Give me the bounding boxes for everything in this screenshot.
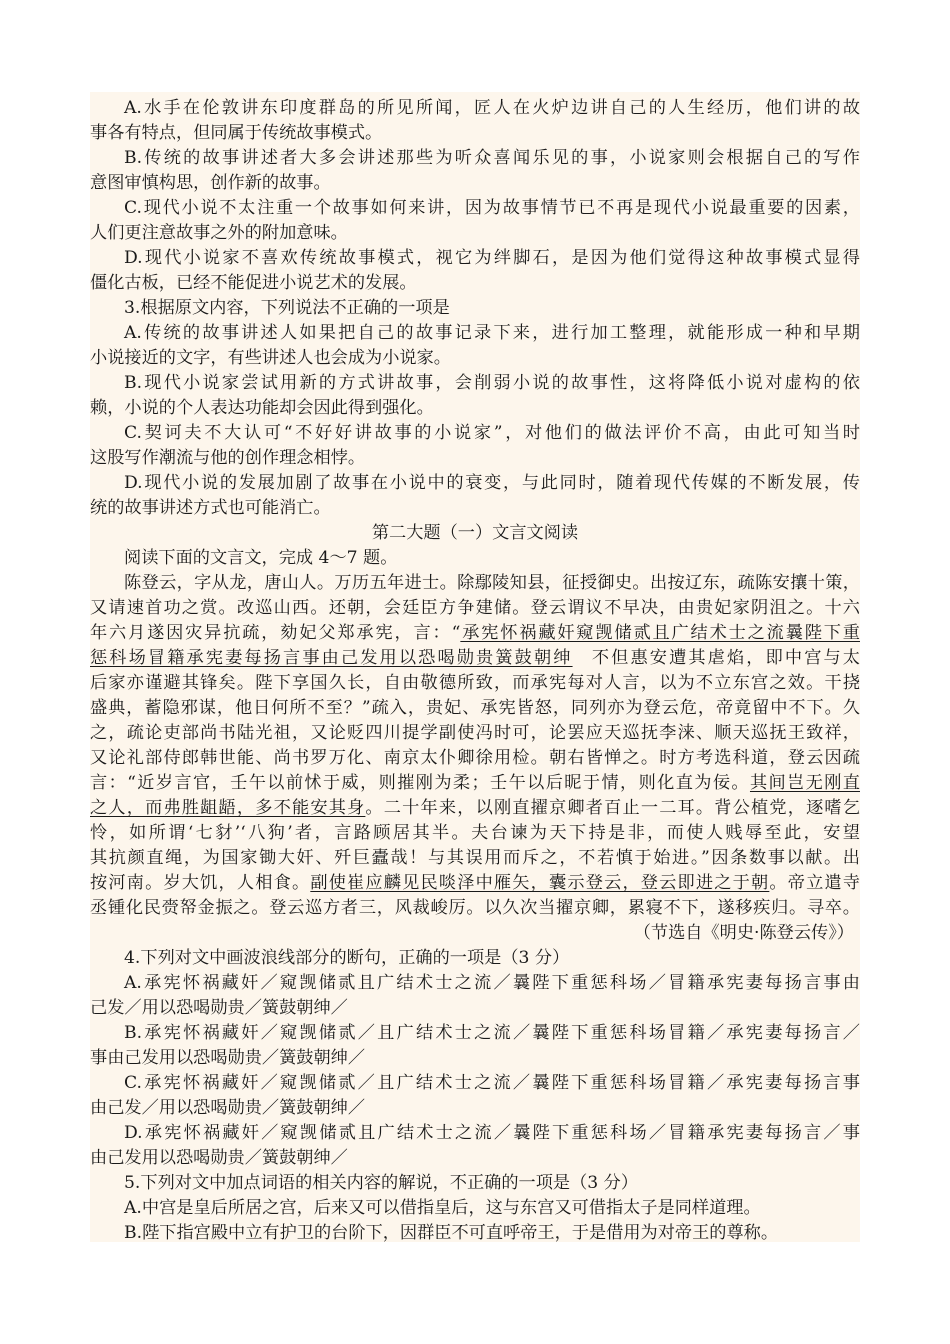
text-segment: 己发／用以恐喝勋贵／簧鼓朝绅／ [90,998,348,1018]
document-page [90,92,860,1242]
text-line [90,271,860,296]
text-line [90,1096,860,1121]
text-segment: A.中宫是皇后所居之宫，后来又可以借指皇后，这与东宫又可借指太子是同样道理。 [124,1198,761,1218]
text-line [90,771,860,796]
text-segment: 事由己发用以恐喝勋贵／簧鼓朝绅／ [90,1048,366,1068]
text-segment: （节选自《明史·陈登云传》） [633,923,854,943]
text-line [90,446,860,471]
text-line [90,1046,860,1071]
text-segment: 陈登云，字从龙，唐山人。万历五年进士。除鄢陵知县，征授御史。出按辽东，疏陈安攘十策， [124,573,860,593]
text-line [90,571,860,596]
text-segment: D.承宪怀祸藏奸／窥觊储贰且广结术士之流／曩陛下重惩科场／冒籍承宪妻每扬言／事 [124,1123,860,1143]
underlined-text: 副使崔应麟见民啖泽中雁矢，囊示登云，登云即进之于朝 [310,873,770,893]
text-line [90,696,860,721]
text-segment: 按河南。岁大饥，人相食。 [90,873,311,893]
text-line [90,296,860,321]
text-segment: 僵化古板，已经不能促进小说艺术的发展。 [90,273,417,293]
text-segment: B.现代小说家尝试用新的方式讲故事，会削弱小说的故事性，这将降低小说对虚构的依 [124,373,860,393]
text-segment: 又论礼部侍郎韩世能、尚书罗万化、南京太仆卿徐用检。朝右皆惮之。时方考选科道，登云因疏 [90,748,860,768]
text-segment: 小说接近的文字，有些讲述人也会成为小说家。 [90,348,451,368]
text-segment: 不但惠安遭其虐焰，即中宫与太 [572,648,860,668]
text-line [90,1221,860,1246]
text-line [90,1146,860,1171]
text-line [90,671,860,696]
text-line [90,721,860,746]
text-segment: D.现代小说的发展加剧了故事在小说中的衰变，与此同时，随着现代传媒的不断发展，传 [124,473,860,493]
text-segment: 由己发／用以恐喝勋贵／簧鼓朝绅／ [90,1098,366,1118]
text-segment: C.现代小说不太注重一个故事如何来讲，因为故事情节已不再是现代小说最重要的因素， [124,198,860,218]
text-line [90,896,860,921]
text-line [90,321,860,346]
text-segment: 之，疏论吏部尚书陆光祖，又论贬四川提学副使冯时可，论罢应天巡抚李涞、顺天巡抚王致祥， [90,723,860,743]
text-line [90,146,860,171]
text-segment: D.现代小说家不喜欢传统故事模式，视它为绊脚石，是因为他们觉得这种故事模式显得 [124,248,860,268]
text-segment: 统的故事讲述方式也可能消亡。 [90,498,331,518]
underlined-text: 惩科场冒籍承宪妻每扬言事由己发用以恐喝勋贵簧鼓朝绅 [90,648,573,668]
text-line [90,996,860,1021]
text-line [90,946,860,971]
text-segment: 人们更注意故事之外的附加意味。 [90,223,348,243]
text-segment: 年六月遂因灾异抗疏，劾妃父郑承宪，言：“ [90,623,461,643]
text-segment: 由己发用以恐喝勋贵／簧鼓朝绅／ [90,1148,348,1168]
text-line [90,596,860,621]
text-segment: 丞锺化民赍帑金振之。登云巡方者三，风裁峻厉。以久次当擢京卿，累寝不下，遂移疾归。寻卒。 [90,898,860,918]
text-line [90,221,860,246]
text-line [90,621,860,646]
text-line [90,846,860,871]
text-segment: B.承宪怀祸藏奸／窥觊储贰／且广结术士之流／曩陛下重惩科场冒籍／承宪妻每扬言／ [124,1023,860,1043]
text-line [90,1196,860,1221]
underlined-text: 其间岂无刚直 [749,773,860,793]
text-line [90,171,860,196]
text-segment: 5.下列对文中加点词语的相关内容的解说，不正确的一项是（3 分） [124,1173,639,1193]
text-line [90,921,860,946]
text-line [90,196,860,221]
text-line [90,521,860,546]
text-line [90,371,860,396]
underlined-text: 承宪怀祸藏奸窥觊储贰且广结术士之流曩陛下重 [460,623,860,643]
text-line [90,346,860,371]
text-line [90,96,860,121]
text-segment: 意图审慎构思，创作新的故事。 [90,173,331,193]
text-segment: 又请速首功之赏。改巡山西。还朝，会廷臣方争建储。登云谓议不早决，由贵妃家阴沮之。十六 [90,598,860,618]
text-segment: A.传统的故事讲述人如果把自己的故事记录下来，进行加工整理，就能形成一种和早期 [124,323,860,343]
text-line [90,121,860,146]
text-segment: C.契诃夫不大认可“不好好讲故事的小说家”，对他们的做法评价不高，由此可知当时 [124,423,860,443]
text-line [90,396,860,421]
text-segment: A.承宪怀祸藏奸／窥觊储贰且广结术士之流／曩陛下重惩科场／冒籍承宪妻每扬言事由 [124,973,860,993]
text-line [90,796,860,821]
text-line [90,746,860,771]
text-line [90,546,860,571]
text-segment: 言：“近岁言官，壬午以前怵于威，则摧刚为柔；壬午以后昵于情，则化直为佞。 [90,773,750,793]
text-line [90,246,860,271]
text-segment: 这股写作潮流与他的创作理念相悖。 [90,448,366,468]
text-line [90,1171,860,1196]
underlined-text: 之人，而弗胜龃龉，多不能安其身 [90,798,366,818]
text-segment: 盛典，蓄隐邪谋，他日何所不至？”疏入，贵妃、承宪皆怒，同列亦为登云危，帝竟留中不下。久 [90,698,860,718]
text-line [90,971,860,996]
text-line [90,496,860,521]
text-line [90,821,860,846]
text-segment: 后家亦谨避其锋矣。陛下享国久长，自由敬德所致，而承宪每对人言，以为不立东宫之效。干挠 [90,673,860,693]
text-line [90,1071,860,1096]
text-segment: 赖，小说的个人表达功能却会因此得到强化。 [90,398,434,418]
text-segment: 4.下列对文中画波浪线部分的断句，正确的一项是（3 分） [124,948,570,968]
text-line [90,421,860,446]
text-segment: 阅读下面的文言文，完成 4～7 题。 [124,548,398,568]
text-segment: 。帝立遣寺 [769,873,860,893]
text-line [90,1121,860,1146]
text-line [90,871,860,896]
text-segment: C.承宪怀祸藏奸／窥觊储贰／且广结术士之流／曩陛下重惩科场冒籍／承宪妻每扬言事 [124,1073,860,1093]
text-segment: 其抗颜直绳，为国家锄大奸、歼巨蠹哉！与其误用而斥之，不若慎于始进。”因条数事以献。出 [90,848,860,868]
text-line [90,1021,860,1046]
text-segment: 3.根据原文内容，下列说法不正确的一项是 [124,298,450,318]
text-segment: 。二十年来，以刚直擢京卿者百止一二耳。背公植党，逐嗜乞 [365,798,860,818]
text-line [90,471,860,496]
text-line [90,646,860,671]
text-segment: 第二大题（一）文言文阅读 [371,523,579,543]
text-segment: A.水手在伦敦讲东印度群岛的所见所闻，匠人在火炉边讲自己的人生经历，他们讲的故 [124,98,860,118]
text-segment: B.传统的故事讲述者大多会讲述那些为听众喜闻乐见的事，小说家则会根据自己的写作 [124,148,860,168]
text-segment: 怜，如所谓‘七豺’‘八狗’者，言路顾居其半。夫台谏为天下持是非，而使人贱辱至此，安望 [90,823,860,843]
text-segment: B.陛下指宫殿中立有护卫的台阶下，因群臣不可直呼帝王，于是借用为对帝王的尊称。 [124,1223,779,1243]
text-segment: 事各有特点，但同属于传统故事模式。 [90,123,383,143]
